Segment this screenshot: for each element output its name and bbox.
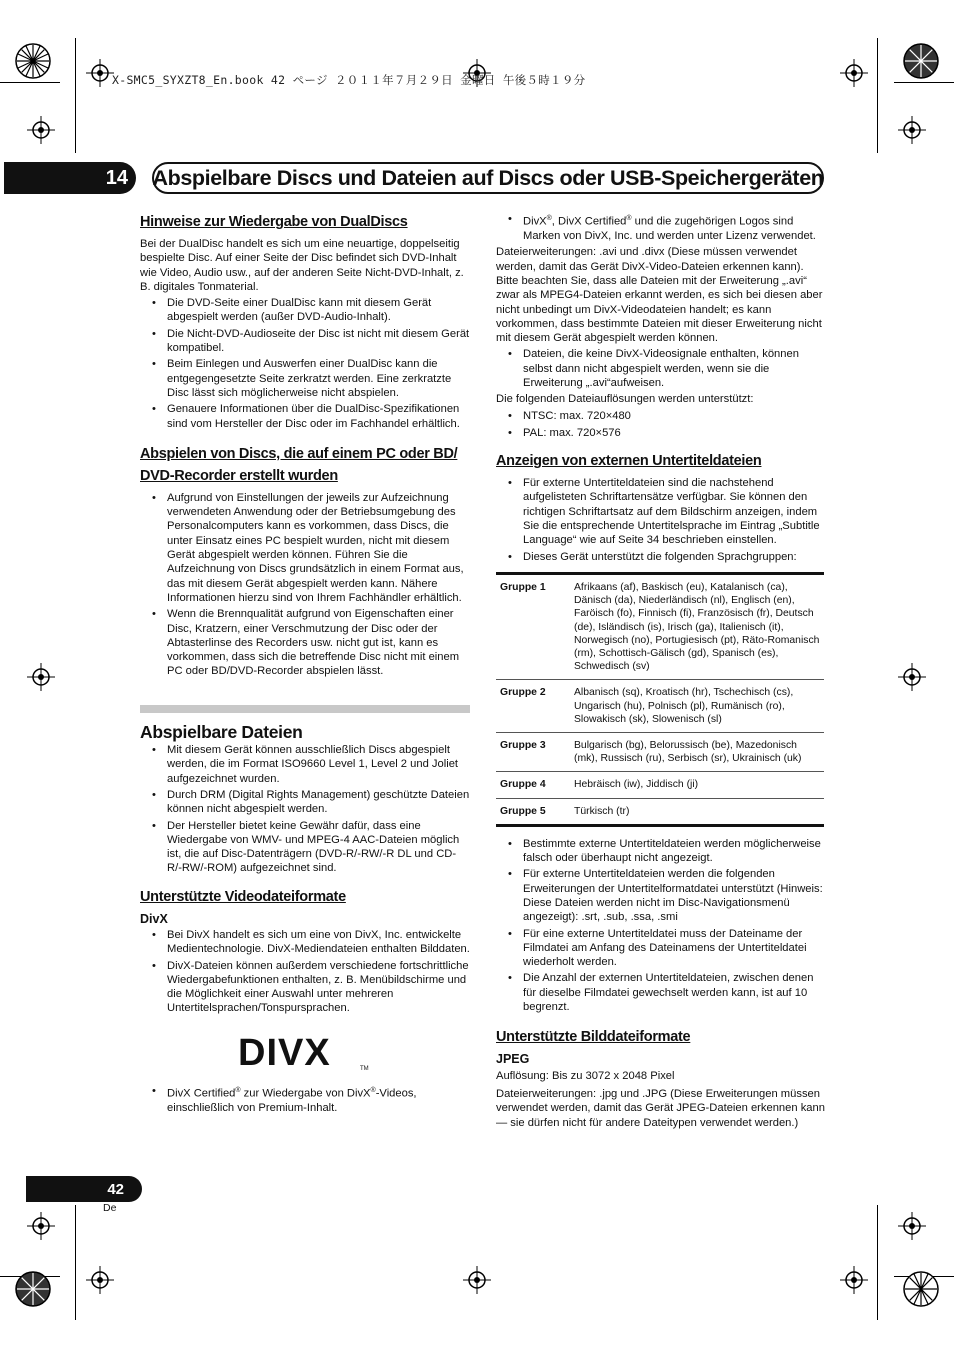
extensions-paragraph: Dateierweiterungen: .avi und .divx (Diese müssen verwendet werden, damit das Gerät DivX-Video-Dateien erkennen kann). Bitte beachten Sie, dass alle Dateien mit der Erweiterung „.avi“ zwar als MPEG4-Dateien erkannt werden, es sich bei diesen aber nicht unbedingt um DivX-Videodateien handelt; es kann vorkommen, dass bestimmte Dateien mit dieser Erweiterung nicht mit diesem Gerät abgespielt werden können.: [496, 246, 823, 345]
group-languages: Afrikaans (af), Baskisch (eu), Katalanisch (ca), Dänisch (da), Niederländisch (nl), Englisch (en), Faröisch (fo), Finnisch (fi), Französisch (fr), Deutsch (de), Isländisch (is), Irisch (ga), Italienisch (it), Norwegisch (no), Portugiesisch (pt), Räto-Romanisch (rm), Schottisch-Gälisch (gd), Spanisch (es), Schwedisch (sv): [570, 573, 824, 679]
table-row: [496, 573, 824, 679]
section-divider: [140, 705, 470, 713]
crosshair-icon: [86, 1266, 114, 1294]
group-languages: Hebräisch (iw), Jiddisch (ji): [570, 772, 824, 798]
list-item: • Für eine externe Untertiteldatei muss der Dateiname der Filmdatei am Anfang des Dateinamens der Untertiteldatei wiederholt werden.: [496, 927, 826, 970]
crosshair-icon: [840, 1266, 868, 1294]
dualdisc-intro: Bei der DualDisc handelt es sich um eine neuartige, doppelseitig bespielte Disc. Auf einer Seite der Disc befindet sich DVD-Inhalt wie Video, Audio usw., auf der anderen Seite Nicht-DVD-Inhalt, z. B. digitales Tonmaterial.: [140, 238, 464, 293]
table-row: [496, 798, 824, 825]
chapter-title: Abspielbare Discs und Dateien auf Discs oder USB-Speichergeräten: [152, 162, 824, 194]
group-name: Gruppe 3: [496, 733, 570, 772]
list-item: • Dateien, die keine DivX-Videosignale enthalten, können selbst dann nicht abgespielt werden, wenn sie die Erweiterung „.avi“aufweisen.: [496, 347, 826, 390]
language-group-table: [496, 572, 824, 827]
files-list: [140, 743, 470, 876]
group-languages: Türkisch (tr): [574, 805, 630, 817]
chapter-number: 14: [4, 162, 136, 194]
registration-mark-icon: [14, 1270, 52, 1308]
list-item: • Bei DivX handelt es sich um eine von DivX, Inc. entwickelte Medientechnologie. DivX-Mediendateien enthalten Bilddaten.: [140, 928, 470, 957]
list-item: • Aufgrund von Einstellungen der jeweils zur Aufzeichnung verwendeten Anwendung oder der Betriebsumgebung des Personalcomputers kann es vorkommen, dass Discs, die unter Einsatz eines PC bespielt wurden, nicht mit diesem Gerät abgespielt werden können. Führen Sie die Aufzeichnung von Discs grundsätzlich in einem Format aus, das mit diesem Gerät abgespielt werden kann. Nähere Informationen hierzu sind von Ihrem Fachhändler erhältlich.: [140, 491, 470, 605]
print-slug: X-SMC5_SYXZT8_En.book 42 ページ ２０１１年７月２９日 金曜日 午後５時１９分: [112, 73, 586, 87]
list-item: • Die DVD-Seite einer DualDisc kann mit diesem Gerät abgespielt werden (außer DVD-Audio-Inhalt).: [140, 296, 470, 325]
list-item: • Beim Einlegen und Auswerfen einer DualDisc kann die entgegengesetzte Seite zerkratzt werden. Eine zerkratzte Disc lässt sich möglicherweise nicht abspielen.: [140, 357, 470, 400]
list-item: • Der Hersteller bietet keine Gewähr dafür, dass eine Wiedergabe von WMV- und MPEG-4 AAC-Dateien möglich ist, die auf Disc-Datenträgern (DVD-R/-RW/-R DL und CD-R/-RW/-ROM) aufgezeichnet sind.: [140, 819, 470, 876]
list-item: • Die Nicht-DVD-Audioseite der Disc ist nicht mit diesem Gerät kompatibel.: [140, 327, 470, 356]
list-item: • Genauere Informationen über die DualDisc-Spezifikationen sind vom Hersteller der Disc oder im Fachhandel erhältlich.: [140, 402, 470, 431]
list-item: • Durch DRM (Digital Rights Management) geschützte Dateien können nicht abgespielt werden.: [140, 788, 470, 817]
crosshair-icon: [463, 1266, 491, 1294]
page-language: De: [103, 1202, 117, 1214]
registration-mark-icon: [902, 1270, 940, 1308]
crosshair-icon: [86, 59, 114, 87]
crosshair-icon: [27, 1212, 55, 1240]
section-heading-subtitles: Anzeigen von externen Untertiteldateien: [496, 453, 762, 470]
resolution-intro: Die folgenden Dateiauflösungen werden unterstützt:: [496, 393, 754, 406]
list-item: • NTSC: max. 720×480: [496, 409, 826, 423]
extensions-list: [496, 347, 826, 390]
group-name: Gruppe 1: [496, 573, 570, 679]
group-name: Gruppe 4: [496, 772, 570, 798]
section-heading-video: Unterstützte Videodateiformate: [140, 888, 346, 905]
list-item: • DivX®, DivX Certified® und die zugehörigen Logos sind Marken von DivX, Inc. und werden unter Lizenz verwendet.: [496, 212, 826, 243]
crosshair-icon: [27, 663, 55, 691]
crosshair-icon: [27, 116, 55, 144]
list-item: • Für externe Untertiteldateien werden die folgenden Erweiterungen der Untertitelformatdatei unterstützt (Hinweis: Diese Dateien werden nicht im Disc-Navigationsmenü angezeigt): .srt, .sub, .ssa, .smi: [496, 867, 826, 924]
table-row: [496, 680, 824, 733]
left-column: [140, 211, 470, 1117]
divx-list: [140, 928, 470, 1016]
divx-cert-list: [140, 1084, 470, 1115]
subheading-jpeg: JPEG: [496, 1052, 530, 1067]
table-row: [496, 772, 824, 798]
divx-logo-tm: TM: [360, 1065, 369, 1072]
group-languages: Bulgarisch (bg), Belorussisch (be), Mazedonisch (mk), Russisch (ru), Serbisch (sr), Ukrainisch (uk): [570, 733, 824, 772]
resolution-list: [496, 409, 826, 441]
pc-discs-list: [140, 491, 470, 679]
list-item: • PAL: max. 720×576: [496, 426, 826, 440]
crosshair-icon: [898, 116, 926, 144]
section-heading-pc-discs: Abspielen von Discs, die auf einem PC oder BD/ DVD-Recorder erstellt wurden: [140, 445, 458, 484]
subtitles-list: [496, 476, 826, 564]
crosshair-icon: [898, 1212, 926, 1240]
group-languages: Albanisch (sq), Kroatisch (hr), Tschechisch (cs), Ungarisch (hu), Polnisch (pl), Rumänisch (ro), Slowakisch (sk), Slowenisch (sl): [570, 680, 824, 733]
divx-logo-text: DIVX: [238, 1031, 331, 1072]
right-column: [496, 212, 826, 1132]
list-item: • DivX Certified® zur Wiedergabe von DivX®-Videos, einschließlich von Premium-Inhalt.: [140, 1084, 470, 1115]
registration-mark-icon: [14, 42, 52, 80]
divx-logo: [238, 1032, 374, 1072]
subtitle-notes-list: [496, 837, 826, 1015]
section-heading-images: Unterstützte Bilddateiformate: [496, 1029, 691, 1046]
jpeg-resolution: Auflösung: Bis zu 3072 x 2048 Pixel: [496, 1069, 675, 1082]
list-item: • Dieses Gerät unterstützt die folgenden Sprachgruppen:: [496, 550, 826, 564]
registration-mark-icon: [902, 42, 940, 80]
section-heading-files: Abspielbare Dateien: [140, 721, 303, 742]
list-item: • Die Anzahl der externen Untertiteldateien, zwischen denen für dieselbe Filmdatei gewechselt werden kann, ist auf 10 begrenzt.: [496, 971, 826, 1014]
divx-trademark-list: [496, 212, 826, 243]
dualdisc-list: [140, 296, 470, 431]
subheading-divx: DivX: [140, 911, 168, 926]
list-item: • DivX-Dateien können außerdem verschiedene fortschrittliche Wiedergabefunktionen enthalten, z. B. Menübildschirme und die Möglichkeit einer Auswahl unter mehreren Untertitelsprachen/Tonspursprachen.: [140, 959, 470, 1016]
jpeg-extensions: Dateierweiterungen: .jpg und .JPG (Diese Erweiterungen müssen verwendet werden, damit das Gerät JPEG-Dateien erkennen kann — sie dürfen nicht für andere Dateitypen verwendet werden.): [496, 1087, 825, 1129]
group-name: Gruppe 2: [496, 680, 570, 733]
list-item: • Wenn die Brennqualität aufgrund von Eigenschaften einer Disc, Kratzern, einer Verschmutzung der Disc oder der Abtasterlinse des Recorders usw. nicht gut ist, kann es vorkommen, dass sich die betreffende Disc nicht mit einem PC oder BD/DVD-Recorder abspielen lässt.: [140, 607, 470, 678]
group-name: Gruppe 5: [500, 805, 546, 817]
list-item: • Bestimmte externe Untertiteldateien werden möglicherweise falsch oder überhaupt nicht angezeigt.: [496, 837, 826, 866]
crosshair-icon: [840, 59, 868, 87]
list-item: • Für externe Untertiteldateien sind die nachstehend aufgelisteten Schriftartensätze verfügbar. Sie können den richtigen Schriftartsatz auf dem Bildschirm anzeigen, indem Sie die entsprechende Untertitelsprache im Eintrag „Subtitle Language“ wie auf Seite 34 beschrieben einstellen.: [496, 476, 826, 547]
section-heading-dualdisc: Hinweise zur Wiedergabe von DualDiscs: [140, 214, 408, 230]
page-number: 42: [26, 1176, 142, 1202]
list-item: • Mit diesem Gerät können ausschließlich Discs abgespielt werden, die im Format ISO9660 Level 1, Level 2 und Joliet aufgezeichnet wurden.: [140, 743, 470, 786]
table-row: [496, 733, 824, 772]
crosshair-icon: [898, 663, 926, 691]
